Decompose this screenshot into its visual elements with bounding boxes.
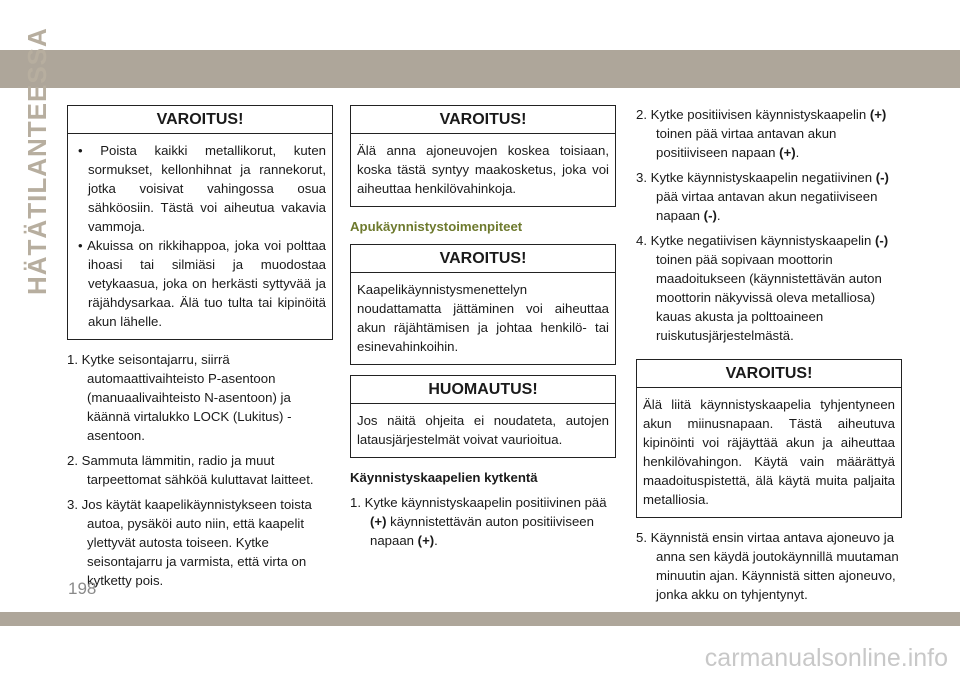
step-text: 1. Kytke käynnistyskaapelin positiivinen pää — [350, 495, 607, 510]
header-band — [0, 50, 960, 88]
step-item — [636, 105, 902, 162]
warning-title: VAROITUS! — [351, 106, 615, 134]
terminal-symbol: (+) — [417, 533, 435, 548]
step-item: 1. Kytke seisontajarru, siirrä automaattivaihteisto P-asentoon (manuaalivaihteisto N-asentoon) ja käännä virtalukko LOCK (Lukitus) -asentoon. — [67, 352, 292, 443]
column-2 — [350, 105, 616, 556]
warning-body — [68, 134, 332, 339]
note-title: HUOMAUTUS! — [351, 376, 615, 404]
warning-box — [350, 105, 616, 207]
step-text: 4. Kytke negatiivisen käynnistyskaapelin — [636, 233, 875, 248]
step-item — [636, 231, 902, 345]
warning-text: Älä liitä käynnistyskaapelia tyhjentyneen akun miinusnapaan. Tästä aiheutuva kipinöinti voi räjäyttää akun ja aiheuttaa henkilövahingon. Käytä vain määrättyä maadoituspistettä, älä käytä muita paljaita metalliosia. — [643, 397, 895, 507]
step-item: 5. Käynnistä ensin virtaa antava ajoneuvo ja anna sen käydä joutokäynnillä muutaman minuutin ajan. Käynnistä sitten ajoneuvo, jonka akku on tyhjentynyt. — [636, 530, 899, 602]
warning-text: Kaapelikäynnistysmenettelyn noudattamatta jättäminen voi aiheuttaa akun räjähtämisen ja johtaa henkilö- tai esinevahinkoihin. — [357, 282, 609, 354]
warning-bullet: • Poista kaikki metallikorut, kuten sormukset, kellonhihnat ja rannekorut, jotka voisivat vahingossa osua sähköosiin. Tästä voi aiheutua vakavia vammoja. — [78, 143, 326, 234]
page-number: 198 — [68, 579, 97, 598]
step-item — [636, 168, 902, 225]
warning-box — [350, 244, 616, 365]
terminal-symbol: (+) — [869, 107, 887, 122]
warning-title: VAROITUS! — [351, 245, 615, 273]
terminal-symbol: (+) — [779, 145, 796, 160]
step-text: pää virtaa antavan akun negatiiviseen napaan — [656, 189, 878, 223]
watermark: carmanualsonline.info — [704, 644, 948, 672]
warning-title: VAROITUS! — [637, 360, 901, 388]
footer-band — [0, 612, 960, 626]
terminal-symbol: (-) — [875, 170, 889, 185]
step-text: 3. Kytke käynnistyskaapelin negatiivinen — [636, 170, 876, 185]
step-text: . — [795, 145, 800, 160]
side-section-title-text: HÄTÄTILANTEESSA — [22, 27, 52, 295]
step-text: toinen pää sopivaan moottorin maadoitukseen (käynnistettävän auton moottorin näkyvissä oleva metalliosa) kauas akusta ja polttoaineen ruiskutusjärjestelmästä. — [656, 252, 882, 343]
step-text: 2. Kytke positiivisen käynnistyskaapelin — [636, 107, 870, 122]
step-text: toinen pää virtaa antavan akun positiiviseen napaan — [656, 126, 837, 160]
subsection-title: Käynnistyskaapelien kytkentä — [350, 470, 538, 485]
warning-text: Älä anna ajoneuvojen koskea toisiaan, koska tästä syntyy maakosketus, joka voi aiheuttaa henkilövahinkoja. — [357, 143, 609, 196]
note-text: Jos näitä ohjeita ei noudateta, autojen latausjärjestelmät voivat vaurioitua. — [357, 413, 609, 447]
step-item: 3. Jos käytät kaapelikäynnistykseen toista autoa, pysäköi auto niin, että kaapelit ylettyvät autosta toiseen. Kytke seisontajarru ja varmista, että virta on kytketty pois. — [67, 497, 312, 588]
warning-title: VAROITUS! — [68, 106, 332, 134]
warning-bullet: • Akuissa on rikkihappoa, joka voi polttaa ihoasi tai silmiäsi ja muodostaa vetykaasua, joka on herkästi syttyvää ja räjähdysarkaa. Älä tuo tulta tai kipinöitä akun lähelle. — [78, 238, 326, 329]
terminal-symbol: (-) — [703, 208, 717, 223]
step-item: 2. Sammuta lämmitin, radio ja muut tarpeettomat sähköä kuluttavat laitteet. — [67, 453, 314, 487]
note-box — [350, 375, 616, 458]
warning-box — [67, 105, 333, 340]
step-text: . — [716, 208, 721, 223]
section-title: Apukäynnistystoimenpiteet — [350, 219, 523, 234]
column-3 — [636, 105, 902, 610]
column-1 — [67, 105, 333, 596]
step-item — [350, 493, 616, 550]
warning-box — [636, 359, 902, 518]
terminal-symbol: (+) — [370, 514, 387, 529]
terminal-symbol: (-) — [874, 233, 889, 248]
step-text: käynnistettävän auton positiiviseen napaan — [370, 514, 594, 548]
step-text: . — [434, 533, 438, 548]
